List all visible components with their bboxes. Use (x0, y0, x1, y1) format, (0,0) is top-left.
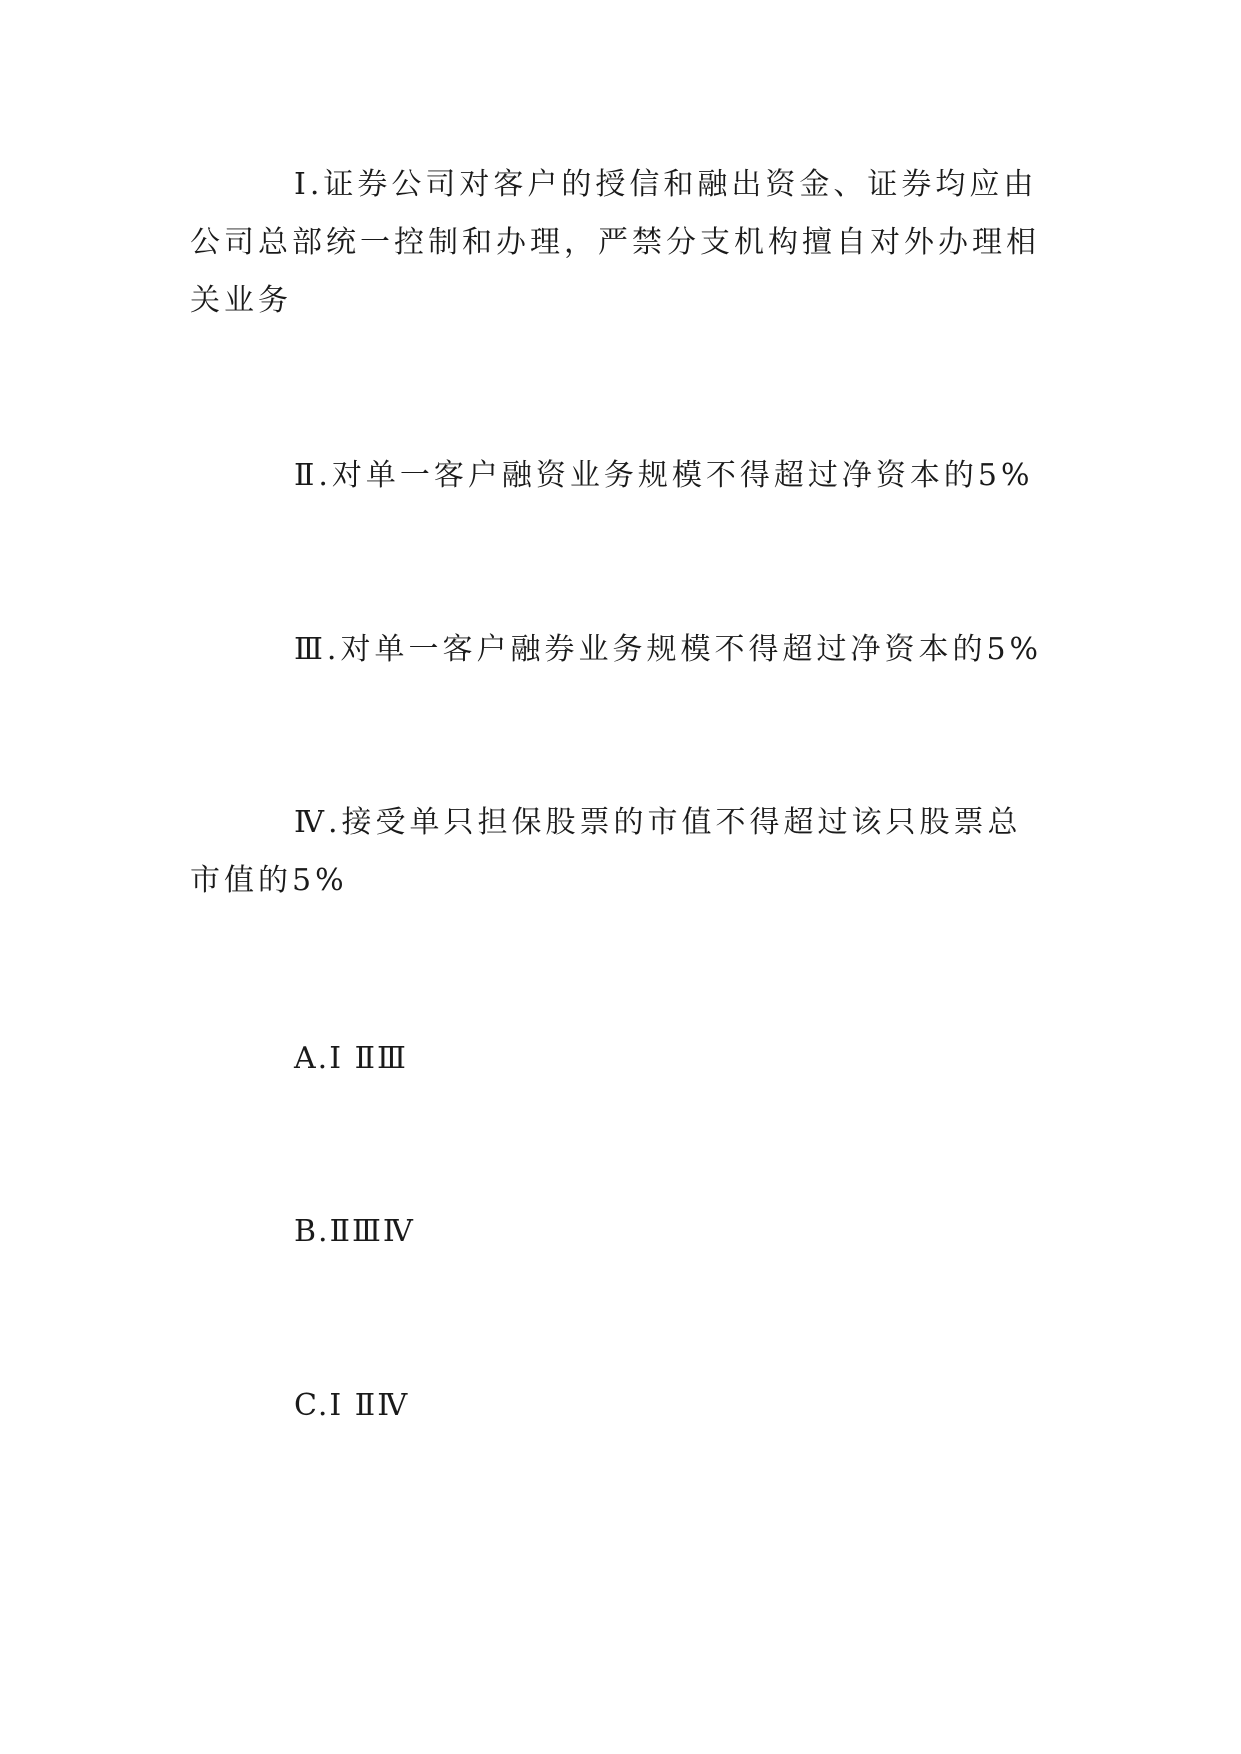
statement-3: Ⅲ.对单一客户融券业务规模不得超过净资本的5% (294, 632, 1043, 667)
option-b: B.ⅡⅢⅣ (294, 1214, 415, 1249)
option-a: A.Ⅰ ⅡⅢ (294, 1041, 408, 1076)
statement-4: Ⅳ.接受单只担保股票的市值不得超过该只股票总市值的5% (190, 805, 1022, 898)
statement-1: Ⅰ.证券公司对客户的授信和融出资金、证券均应由公司总部统一控制和办理，严禁分支机构擅自对外办理相关业务 (190, 167, 1040, 318)
option-c: C.Ⅰ ⅡⅣ (294, 1388, 410, 1423)
statement-2: Ⅱ.对单一客户融资业务规模不得超过净资本的5% (294, 458, 1034, 493)
